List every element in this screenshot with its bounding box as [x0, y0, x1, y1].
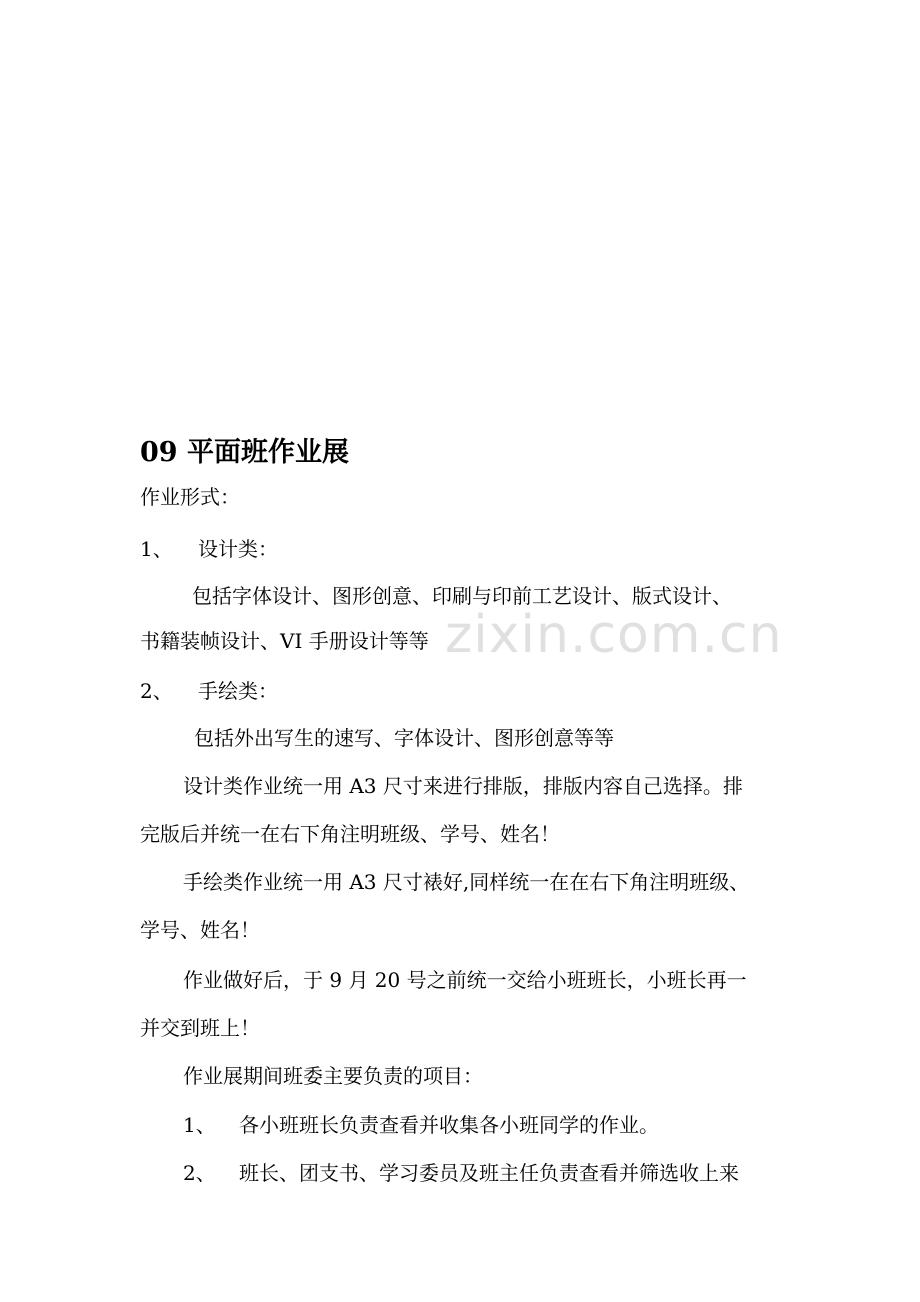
- duty-item-1: [183, 1111, 659, 1139]
- duty-text: 各小班班长负责查看并收集各小班同学的作业。: [239, 1113, 659, 1137]
- paragraph-1-line1: 设计类作业统一用 A3 尺寸来进行排版，排版内容自己选择。排: [183, 774, 743, 798]
- list-item-design: [140, 535, 278, 563]
- duty-item-2: [183, 1159, 739, 1187]
- design-description-line2: 书籍装帧设计、VI 手册设计等等: [140, 629, 429, 653]
- list-number: 2、: [183, 1161, 216, 1185]
- committee-heading: 作业展期间班委主要负责的项目：: [183, 1064, 483, 1088]
- form-heading: 作业形式：: [140, 485, 240, 509]
- paragraph-2-line1: 手绘类作业统一用 A3 尺寸裱好,同样统一在在右下角注明班级、: [183, 870, 750, 894]
- list-item-hand: [140, 677, 278, 705]
- watermark: zixin.com.cn: [445, 605, 783, 665]
- hand-description: 包括外出写生的速写、字体设计、图形创意等等: [194, 726, 614, 750]
- design-description-line1: 包括字体设计、图形创意、印刷与印前工艺设计、版式设计、: [192, 584, 732, 608]
- paragraph-2-line2: 学号、姓名！: [140, 918, 260, 942]
- list-label: 设计类：: [198, 537, 278, 561]
- paragraph-3-line1: 作业做好后，于 9 月 20 号之前统一交给小班班长，小班长再一: [183, 968, 747, 992]
- paragraph-3-line2: 并交到班上！: [140, 1016, 260, 1040]
- paragraph-1-line2: 完版后并统一在右下角注明班级、学号、姓名！: [140, 822, 560, 846]
- list-number: 2、: [140, 679, 173, 703]
- list-number: 1、: [183, 1113, 216, 1137]
- list-number: 1、: [140, 537, 173, 561]
- document-title: 09 平面班作业展: [140, 437, 349, 468]
- list-label: 手绘类：: [198, 679, 278, 703]
- duty-text: 班长、团支书、学习委员及班主任负责查看并筛选收上来: [239, 1161, 739, 1185]
